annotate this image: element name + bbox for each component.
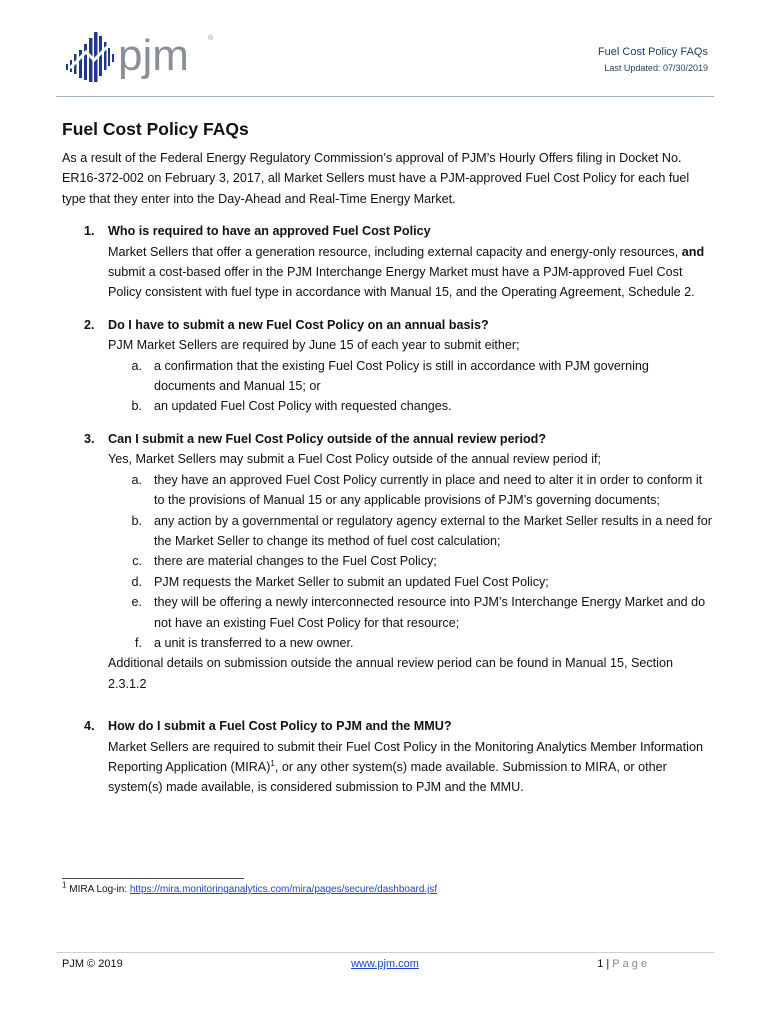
faq-item: [62, 716, 712, 798]
list-item: a. a confirmation that the existing Fuel Cost Policy is still in accordance with PJM governing documents and Manual 15; or: [131, 358, 649, 394]
intro-paragraph: As a result of the Federal Energy Regulatory Commission’s approval of PJM’s Hourly Offers filing in Docket No. ER16-372-002 on February 3, 2017, all Market Sellers must have a PJM-approved Fuel Cost Policy for each fuel type that they enter into the Day-Ahead and Real-Time Energy Market.: [62, 151, 690, 206]
page-title: Fuel Cost Policy FAQs: [62, 119, 249, 139]
list-item: b. any action by a governmental or regulatory agency external to the Market Seller results in a need for the Market Seller to change its method of fuel cost calculation;: [131, 513, 712, 548]
faq-item: [62, 221, 712, 303]
faq-number: 2.: [84, 317, 95, 332]
svg-text:®: ®: [208, 35, 214, 42]
faq-number: 1.: [84, 224, 95, 239]
logo-wordmark: pjm: [118, 31, 189, 80]
main-content: [62, 118, 712, 798]
header-divider: [56, 96, 714, 97]
faq-additional-note: Additional details on submission outside the annual review period can be found in Manual 15, Section 2.3.1.2: [108, 656, 673, 691]
page-label: Page: [612, 958, 650, 970]
footer-divider: [56, 952, 714, 953]
list-item: a. they have an approved Fuel Cost Policy currently in place and need to alter it in order to conform it to the provisions of Manual 15 or any applicable provisions of PJM’s governing documents;: [131, 472, 703, 508]
faq-answer: Market Sellers are required to submit their Fuel Cost Policy in the Monitoring Analytics Member Information Reporting Application (MIRA)$^1$, or any other system(s) made available. Submission to MIRA, or other system(s) made available, is considered submission to PJM and the MMU.: [108, 739, 703, 795]
footnote-number: 1: [62, 880, 67, 890]
footer-copyright: PJM © 2019: [62, 958, 123, 970]
header-info: [598, 46, 708, 73]
faq-item: [62, 429, 712, 694]
emphasis-text: and: [681, 244, 705, 259]
list-item: f. a unit is transferred to a new owner.: [135, 635, 354, 650]
faq-question: Do I have to submit a new Fuel Cost Policy on an annual basis?: [108, 317, 489, 332]
faq-answer: PJM Market Sellers are required by June 15 of each year to submit either;: [108, 338, 520, 353]
faq-question: Can I submit a new Fuel Cost Policy outside of the annual review period?: [108, 431, 547, 446]
page-separator: |: [606, 958, 610, 970]
faq-question: Who is required to have an approved Fuel Cost Policy: [108, 224, 431, 239]
mira-login-link[interactable]: https://mira.monitoringanalytics.com/mira/pages/secure/dashboard.jsf: [129, 884, 438, 895]
list-item: c. there are material changes to the Fuel Cost Policy;: [132, 554, 437, 569]
list-item: d. PJM requests the Market Seller to submit an updated Fuel Cost Policy;: [131, 574, 549, 589]
footer-page-number: [597, 958, 650, 970]
list-item: e. they will be offering a newly interconnected resource into PJM’s Interchange Energy Market and do not have an existing Fuel Cost Policy for that resource;: [131, 595, 706, 630]
faq-answer: Yes, Market Sellers may submit a Fuel Cost Policy outside of the annual review period if;: [108, 452, 602, 467]
faq-item: [62, 315, 712, 417]
list-item: b. an updated Fuel Cost Policy with requested changes.: [131, 399, 452, 414]
pjm-logo: [56, 24, 226, 88]
footnote-label: MIRA Log-in:: [69, 884, 128, 895]
footnote-divider: [62, 878, 244, 879]
faq-question: How do I submit a Fuel Cost Policy to PJM and the MMU?: [108, 719, 452, 734]
footnote-ref[interactable]: 1: [270, 758, 275, 768]
website-link[interactable]: www.pjm.com: [351, 958, 419, 970]
footnote: [62, 880, 438, 895]
footer-website: [0, 958, 770, 970]
header-doc-title: Fuel Cost Policy FAQs: [597, 46, 708, 58]
faq-number: 3.: [84, 431, 95, 446]
faq-answer: Market Sellers that offer a generation resource, including external capacity and energy-only resources, and submit a cost-based offer in the PJM Interchange Energy Market must have a PJM-approved Fuel Cost Policy consistent with fuel type in accordance with Manual 15, and the Operating Agreement, Schedule 2.: [108, 244, 705, 300]
faq-number: 4.: [84, 719, 95, 734]
page-number: 1: [597, 958, 604, 970]
header-last-updated: Last Updated: 07/30/2019: [604, 63, 708, 73]
